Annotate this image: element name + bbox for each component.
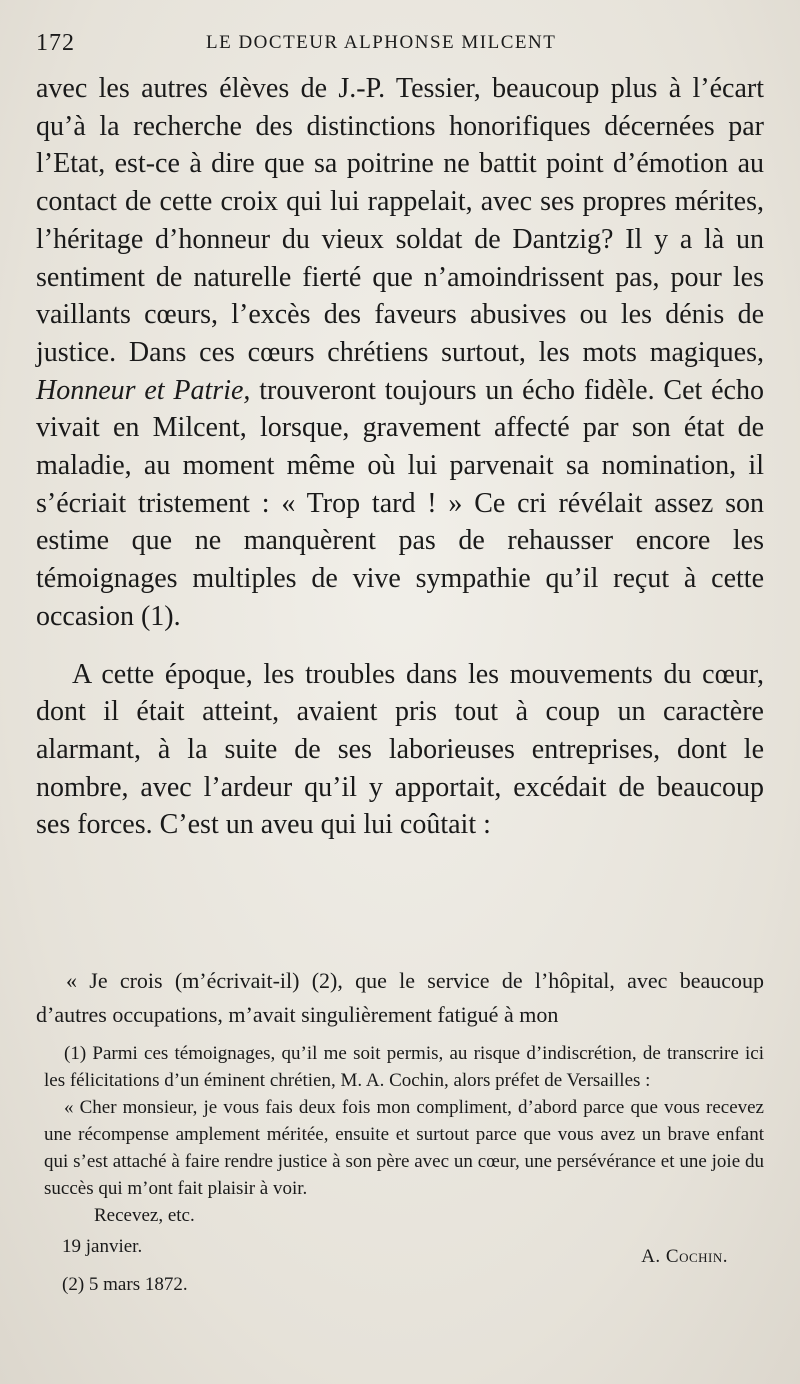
- page-header: [36, 30, 764, 60]
- paragraph-1-italic: Honneur et Patrie,: [36, 374, 251, 406]
- paragraph-2: A cette époque, les troubles dans les mouvements du cœur, dont il était atteint, avaient pris tout à coup un caractère alarmant, à la suite de ses laborieuses entreprises, dont le nombre, avec l’ardeur qu’il y apportait, excédait de beaucoup ses forces. C’est un aveu qui lui coûtait :: [36, 658, 764, 841]
- page-number: 172: [36, 30, 75, 56]
- footnote-1-date: 19 janvier.: [62, 1236, 143, 1257]
- quoted-letter: « Je crois (m’écrivait-il) (2), que le service de l’hôpital, avec beaucoup d’autres occupations, m’avait singulièrement fatigué à mon: [36, 968, 764, 1027]
- footnotes: [44, 1040, 764, 1298]
- main-text: [36, 70, 764, 844]
- footnote-1-signature: A. Cochin.: [641, 1246, 728, 1267]
- footnote-1-letter: « Cher monsieur, je vous fais deux fois mon compliment, d’abord parce que vous recevez une récompense amplement méritée, ensuite et surtout parce que vous avez un brave enfant qui s’est attaché à faire rendre justice à son père avec un cœur, une persévérance et une joie du succès qui m’ont fait plaisir à voir.: [44, 1097, 764, 1199]
- paragraph-1-text-b: trouveront toujours un écho fidèle. Cet écho vivait en Milcent, lorsque, gravement affecté par son état de maladie, au moment même où lui parvenait sa nomination, il s’écriait tristement : « Trop tard ! » Ce cri révélait assez son estime que ne manquèrent pas de rehausser encore les témoignages multiples de vive sympathie qu’il reçut à cette occasion (1).: [36, 374, 764, 632]
- footnote-1-intro: (1) Parmi ces témoignages, qu’il me soit permis, au risque d’indiscrétion, de transcrire ici les félicitations d’un éminent chrétien, M. A. Cochin, alors préfet de Versailles :: [44, 1043, 764, 1091]
- footnote-1-date-row: [44, 1233, 764, 1265]
- paragraph-1-text-a: avec les autres élèves de J.-P. Tessier, beaucoup plus à l’écart qu’à la recherche des distinctions honorifiques décernées par l’Etat, est-ce à dire que sa poitrine ne battit point d’émotion au contact de cette croix qui lui rappelait, avec ses propres mérites, l’héritage d’honneur du vieux soldat de Dantzig? Il y a là un sentiment de naturelle fierté que n’amoindrissent pas, pour les vaillants cœurs, l’excès des faveurs abusives ou les dénis de justice. Dans ces cœurs chrétiens surtout, les mots magiques,: [36, 73, 764, 368]
- footnote-2: (2) 5 mars 1872.: [62, 1274, 188, 1295]
- running-title: LE DOCTEUR ALPHONSE MILCENT: [206, 32, 557, 53]
- paragraph-1: [36, 70, 764, 636]
- footnote-1-signoff: Recevez, etc.: [94, 1205, 195, 1226]
